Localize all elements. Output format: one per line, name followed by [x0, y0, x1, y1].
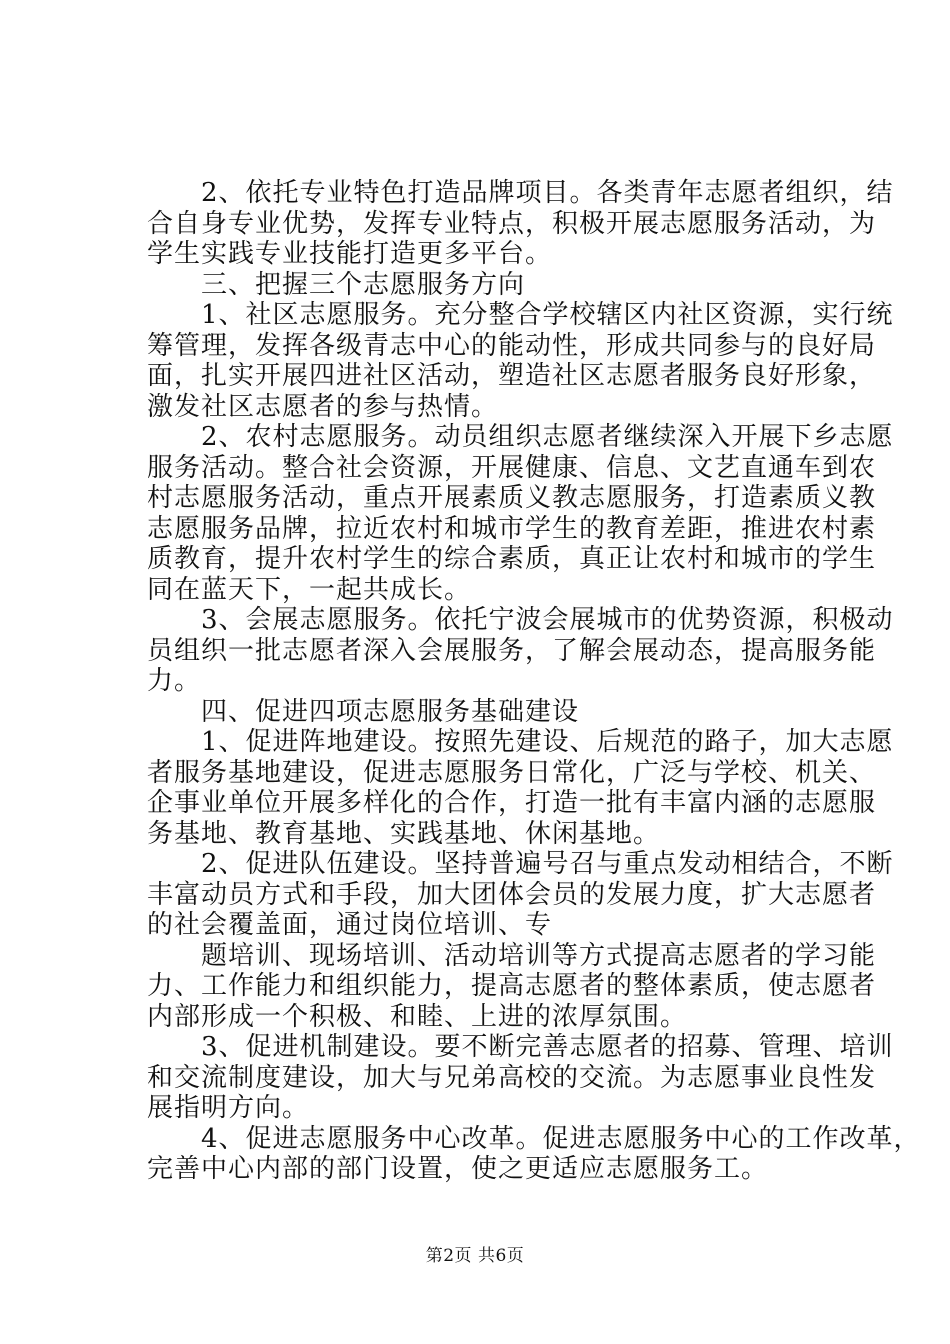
text-line: 题培训、现场培训、活动培训等方式提高志愿者的学习能	[147, 940, 877, 971]
text-line: 企事业单位开展多样化的合作，打造一批有丰富内涵的志愿服	[147, 788, 877, 818]
text-line: 服务活动。整合社会资源，开展健康、信息、文艺直通车到农	[147, 452, 877, 483]
section-heading: 三、把握三个志愿服务方向	[147, 269, 526, 300]
page-footer: 第2页 共6页	[425, 1246, 525, 1266]
text-line: 者服务基地建设，促进志愿服务日常化，广泛与学校、机关、	[147, 757, 877, 788]
text-line: 丰富动员方式和手段，加大团体会员的发展力度，扩大志愿者	[147, 879, 877, 910]
text-line: 3、促进机制建设。要不断完善志愿者的招募、管理、培训	[147, 1032, 894, 1062]
text-line: 2、依托专业特色打造品牌项目。各类青年志愿者组织，结	[147, 178, 894, 208]
section-heading: 四、促进四项志愿服务基础建设	[147, 696, 580, 727]
text-line: 员组织一批志愿者深入会展服务，了解会展动态，提高服务能	[147, 635, 877, 666]
text-line: 学生实践专业技能打造更多平台。	[147, 239, 553, 269]
text-line: 1、社区志愿服务。充分整合学校辖区内社区资源，实行统	[147, 300, 894, 330]
text-line: 村志愿服务活动，重点开展素质义教志愿服务，打造素质义教	[147, 483, 877, 513]
text-line: 力、工作能力和组织能力，提高志愿者的整体素质，使志愿者	[147, 971, 877, 1001]
text-line: 和交流制度建设，加大与兄弟高校的交流。为志愿事业良性发	[147, 1062, 877, 1093]
text-line: 完善中心内部的部门设置，使之更适应志愿服务工。	[147, 1154, 769, 1184]
text-line: 力。	[147, 666, 202, 696]
text-line: 筹管理，发挥各级青志中心的能动性，形成共同参与的良好局	[147, 330, 877, 361]
text-line: 1、促进阵地建设。按照先建设、后规范的路子，加大志愿	[147, 727, 894, 757]
text-line: 质教育，提升农村学生的综合素质，真正让农村和城市的学生	[147, 544, 877, 574]
text-line: 展指明方向。	[147, 1093, 310, 1123]
text-line: 内部形成一个积极、和睦、上进的浓厚氛围。	[147, 1001, 688, 1032]
text-line: 的社会覆盖面，通过岗位培训、专	[147, 910, 553, 940]
text-line: 同在蓝天下，一起共成长。	[147, 574, 472, 605]
text-line: 3、会展志愿服务。依托宁波会展城市的优势资源，积极动	[147, 605, 894, 635]
text-line: 务基地、教育基地、实践基地、休闲基地。	[147, 818, 661, 849]
text-line: 激发社区志愿者的参与热情。	[147, 391, 499, 422]
text-line: 2、促进队伍建设。坚持普遍号召与重点发动相结合，不断	[147, 849, 894, 879]
text-line: 4、促进志愿服务中心改革。促进志愿服务中心的工作改革，	[147, 1123, 921, 1154]
text-line: 面，扎实开展四进社区活动，塑造社区志愿者服务良好形象，	[147, 361, 877, 391]
text-line: 2、农村志愿服务。动员组织志愿者继续深入开展下乡志愿	[147, 422, 894, 452]
text-line: 合自身专业优势，发挥专业特点，积极开展志愿服务活动，为	[147, 208, 877, 239]
text-line: 志愿服务品牌，拉近农村和城市学生的教育差距，推进农村素	[147, 513, 877, 544]
